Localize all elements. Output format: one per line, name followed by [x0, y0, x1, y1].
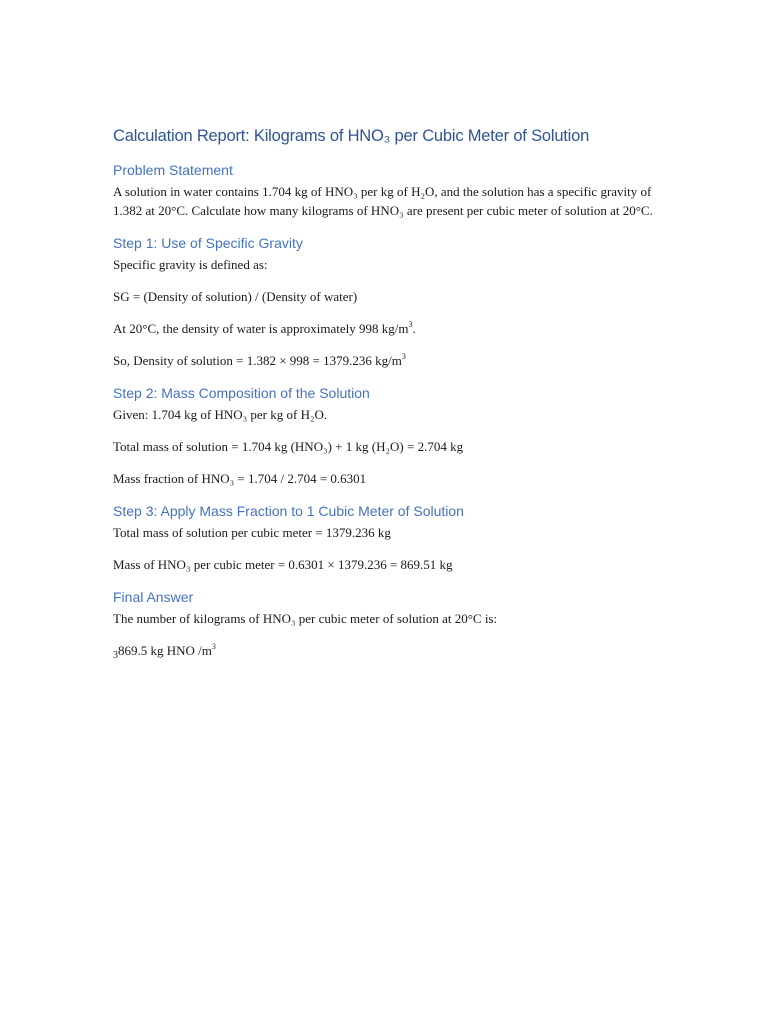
water-density-text: At 20°C, the density of water is approximately 998 kg/m — [113, 321, 409, 336]
step2-line-total-mass: Total mass of solution = 1.704 kg (HNO₃) + 1 kg (H₂O) = 2.704 kg — [113, 439, 464, 454]
step3-line-total-mass: Total mass of solution per cubic meter = 1379.236 kg — [113, 525, 391, 540]
step1-line-solution-density — [113, 351, 673, 370]
step3-heading: Step 3: Apply Mass Fraction to 1 Cubic Meter of Solution — [113, 503, 464, 519]
step2-line-given: Given: 1.704 kg of HNO₃ per kg of H₂O. — [113, 407, 328, 422]
document-body — [113, 124, 673, 662]
document-title: Calculation Report: Kilograms of HNO₃ per Cubic Meter of Solution — [113, 127, 590, 145]
final-answer-value — [113, 641, 673, 662]
final-answer-subscript: 3 — [113, 650, 118, 661]
step1-line-water-density — [113, 319, 673, 338]
solution-density-exponent: 3 — [401, 352, 406, 361]
step1-heading: Step 1: Use of Specific Gravity — [113, 235, 303, 251]
step1-line-formula: SG = (Density of solution) / (Density of water) — [113, 289, 358, 304]
step1-line-definition: Specific gravity is defined as: — [113, 257, 268, 272]
final-answer-exponent: 3 — [211, 642, 216, 651]
final-answer-heading: Final Answer — [113, 589, 194, 605]
solution-density-text: So, Density of solution = 1.382 × 998 = 1379.236 kg/m — [113, 353, 402, 368]
problem-statement-heading: Problem Statement — [113, 162, 233, 178]
water-density-exponent: 3 — [408, 320, 413, 329]
step3-line-hno3-mass: Mass of HNO₃ per cubic meter = 0.6301 × 1379.236 = 869.51 kg — [113, 557, 453, 572]
final-answer-intro: The number of kilograms of HNO₃ per cubic meter of solution at 20°C is: — [113, 611, 498, 626]
step2-heading: Step 2: Mass Composition of the Solution — [113, 385, 370, 401]
step2-line-mass-fraction: Mass fraction of HNO₃ = 1.704 / 2.704 = 0.6301 — [113, 471, 367, 486]
problem-statement-text: A solution in water contains 1.704 kg of HNO₃ per kg of H₂O, and the solution has a specific gravity of 1.382 at 20°C. Calculate how many kilograms of HNO₃ are present per cubic meter of solution at 20°C. — [113, 184, 653, 218]
final-answer-text: 869.5 kg HNO /m — [118, 643, 212, 658]
water-density-period: . — [412, 321, 416, 336]
